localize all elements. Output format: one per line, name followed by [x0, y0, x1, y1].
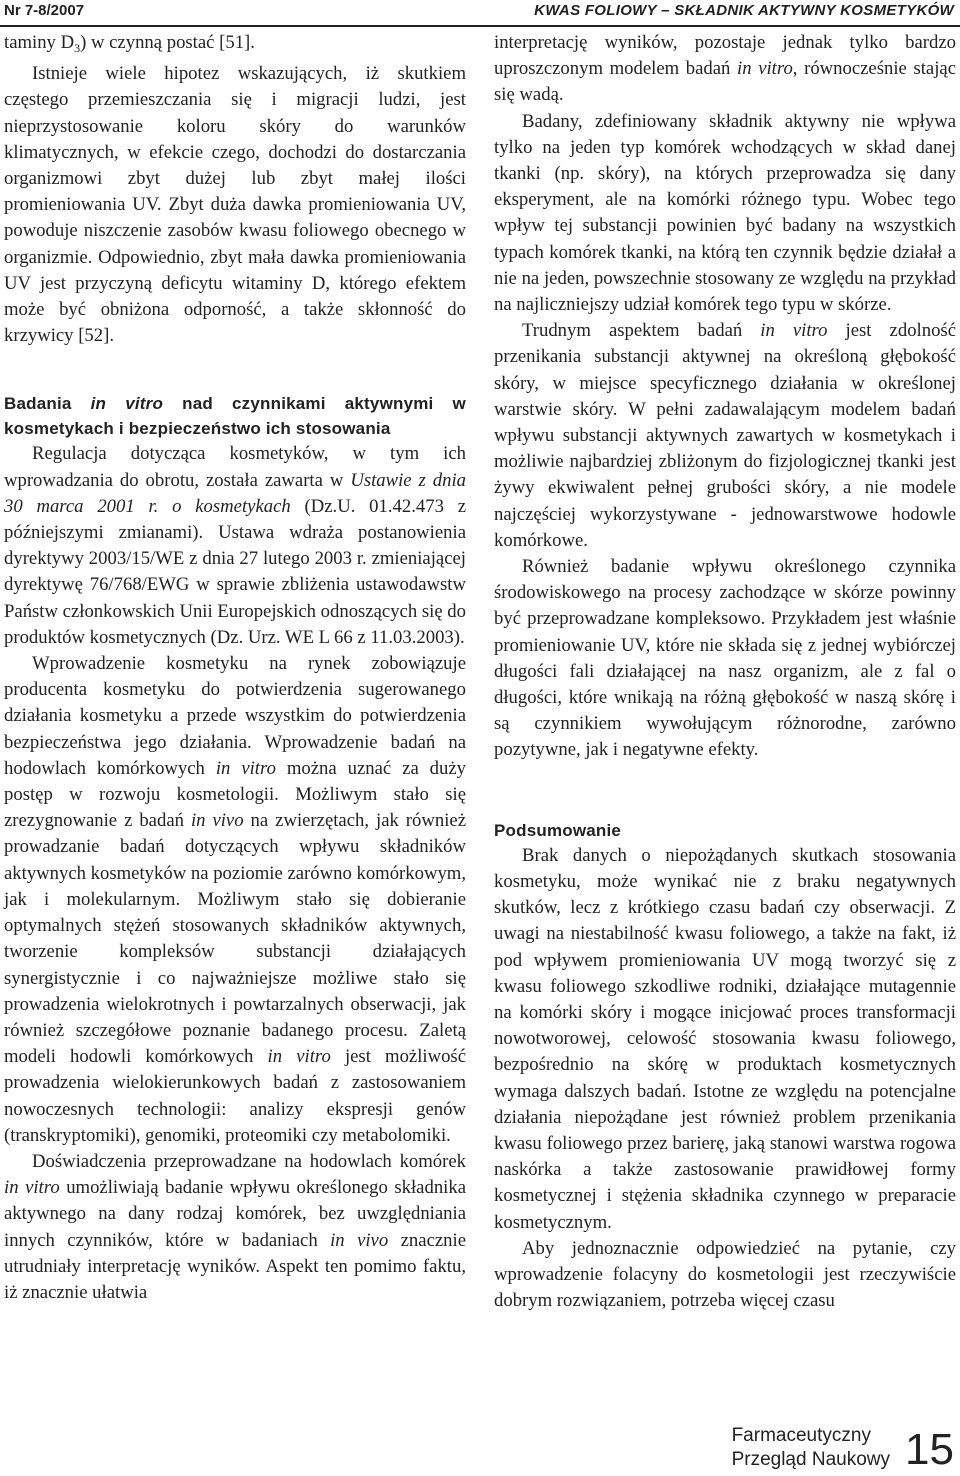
- paragraph-uv-radiation: Również badanie wpływu określonego czynnika środowiskowego na procesy zachodzące w skórze powinny być przeprowadzane kompleksowo. Przykładem jest właśnie promieniowanie UV, które nie składa się z jednej wybiórczej długości fali działającej na nasz organizm, ale z fal o długości, które wnikają na różną głębokość w naszą skórę i są czynnikiem wywołującym różnorodne, zarówno pozytywne, jak i negatywne efekty.: [494, 556, 956, 761]
- paragraph-conclusion: Aby jednoznacznie odpowiedzieć na pytanie, czy wprowadzenie folacyny do kosmetologii jest rzeczywiście dobrym rozwiązaniem, potrzeba więcej czasu: [494, 1237, 956, 1312]
- paragraph-interpretation: interpretację wyników, pozostaje jednak tylko bardzo uproszczonym modelem badań in vitro, równocześnie stając się wadą.: [494, 32, 956, 106]
- paragraph-active-ingredient: Badany, zdefiniowany składnik aktywny nie wpływa tylko na jeden typ komórek wchodzących w skład danej tkanki (np. skóry), na których przeprowadza się dany eksperyment, ale na komórki różnego typu. Wobec tego wpływ tej substancji powinien być badany na wszystkich typach komórek tkanki, na którą ten czynnik będzie działał a nie na jeden, powszechnie stosowany ze względu na przykład na najliczniejszy udział komórek tego typu w skórze.: [494, 110, 956, 316]
- page-header: [0, 0, 960, 28]
- left-column: [4, 30, 466, 1306]
- issue-number: Nr 7-8/2007: [4, 2, 85, 19]
- header-rule: [0, 25, 960, 27]
- section-heading-in-vitro: Badania in vitro nad czynnikami aktywnymi w kosmetykach i bezpieczeństwo ich stosowania: [4, 394, 466, 439]
- paragraph-uv-hypotheses: Istnieje wiele hipotez wskazujących, iż skutkiem częstego przemieszczania się i migracji ludzi, jest nieprzystosowanie koloru skóry do warunków klimatycznych, w efekcie czego, dochodzi do dostarczania organizmowi zbyt dużej lub zbyt małej ilości promieniowania UV. Zbyt duża dawka promieniowania UV, powoduje niszczenie zasobów kwasu foliowego obecnego w organizmie. Odpowiednio, zbyt mała dawka promieniowania UV jest przyczyną deficytu witaminy D, którego efektem może być obniżona odporność, a także skłonność do krzywicy [52].: [4, 63, 466, 347]
- section-title-running-head: KWAS FOLIOWY – SKŁADNIK AKTYWNY KOSMETYKÓW: [534, 2, 954, 19]
- paragraph-continued: taminy $D_3$) w czynną postać [51].: [4, 32, 255, 55]
- journal-name-line1: Farmaceutyczny: [731, 1425, 871, 1446]
- journal-name: [732, 1424, 890, 1472]
- right-column: [494, 30, 956, 1314]
- section-heading-summary: Podsumowanie: [494, 820, 622, 840]
- paragraph-skin-penetration: Trudnym aspektem badań in vitro jest zdolność przenikania substancji aktywnej na określoną głębokość skóry, w miejsce specyficznego działania w określonej warstwie skóry. W pełni zadawalającym modelem badań wpływu substancji aktywnych zawartych w kosmetykach i możliwie najbardziej zbliżonym do fizjologicznej tkanki jest żywy ekwiwalent pełnej grubości skóry, a nie modele najczęściej wykorzystywane - jednowarstwowe hodowle komórkowe.: [494, 320, 956, 551]
- paragraph-introduction-market: Wprowadzenie kosmetyku na rynek zobowiązuje producenta kosmetyku do potwierdzenia sugerowanego działania kosmetyku a przede wszystkim do potwierdzenia bezpieczeństwa jego działania. Wprowadzenie badań na hodowlach komórkowych in vitro można uznać za duży postęp w rozwoju kosmetologii. Możliwym stało się zrezygnowanie z badań in vivo na zwierzętach, jak również prowadzanie badań dotyczących wpływu składników aktywnych kosmetyków na poziomie zarówno komórkowym, jak i molekularnym. Możliwym stało się dobieranie optymalnych stężeń stosowanych składników aktywnych, tworzenie kompleksów substancji działających synergistycznie i co najważniejsze możliwe stało się prowadzenia wielokrotnych i powtarzalnych obserwacji, jak również szczegółowe poznanie badanego procesu. Zaletą modeli hodowli komórkowych in vitro jest możliwość prowadzenia wielokierunkowych badań z zastosowaniem nowoczesnych technologii: analizy ekspresji genów (transkryptomiki), genomiki, proteomiki czy metabolomiki.: [4, 653, 467, 1146]
- paragraph-cell-culture-experiments: Doświadczenia przeprowadzane na hodowlach komórek in vitro umożliwiają badanie wpływu określonego składnika aktywnego na dany rodzaj komórek, bez uwzględniania innych czynników, które w badaniach in vivo znacznie utrudniały interpretację wyników. Aspekt ten pomimo faktu, iż znacznie ułatwia: [4, 1150, 466, 1303]
- journal-name-line2: Przegląd Naukowy: [731, 1449, 890, 1470]
- paragraph-regulation: Regulacja dotycząca kosmetyków, w tym ich wprowadzania do obrotu, została zawarta w Ustawie z dnia 30 marca 2001 r. o kosmetykach (Dz.U. 01.42.473 z późniejszymi zmianami). Ustawa wdraża postanowienia dyrektywy 2003/15/WE z dnia 27 lutego 2003 r. zmieniającej dyrektywę 76/768/EWG w sprawie zbliżenia ustawodawstw Państw członkowskich Unii Europejskich odnoszących się do produktów kosmetycznych (Dz. Urz. WE L 66 z 11.03.2003).: [4, 443, 466, 648]
- paragraph-summary: Brak danych o niepożądanych skutkach stosowania kosmetyku, może wynikać nie z braku negatywnych skutków, lecz z krótkiego czasu badań czy obserwacji. Z uwagi na niestabilność kwasu foliowego, a także na fakt, iż pod wpływem promieniowania UV mogą tworzyć się z kwasu foliowego szkodliwe rodniki, działające mutagennie na komórki skóry i mogące inicjować proces transformacji nowotworowej, celowość stosowania kwasu foliowego, bezpośrednio na skórę w produktach kosmetycznych wymaga dalszych badań. Istotne ze względu na potencjalne działania niepożądane jest również problem przenikania kwasu foliowego przez barierę, jaką stanowi warstwa rogowa naskórka a także zastosowanie prawidłowej formy kosmetycznej i stężenia składnika czynnego w preparacie kosmetycznym.: [494, 844, 956, 1233]
- page-number: 15: [905, 1425, 954, 1474]
